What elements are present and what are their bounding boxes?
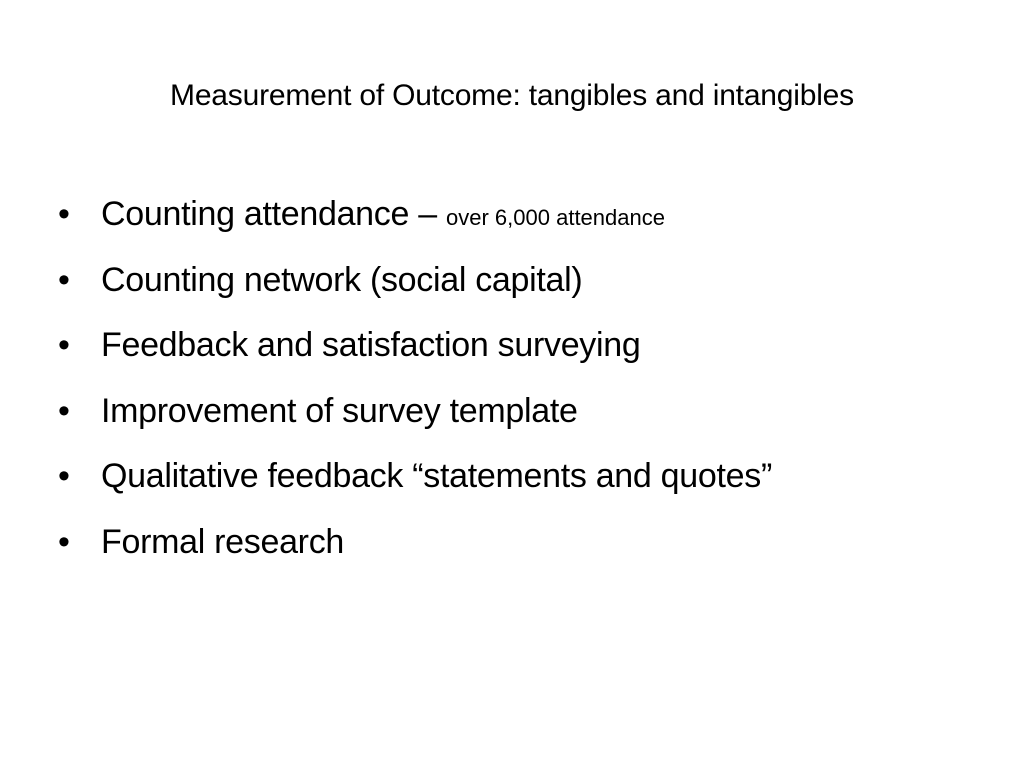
bullet-icon: •	[58, 522, 70, 561]
slide-title: Measurement of Outcome: tangibles and intangibles	[170, 79, 854, 112]
bullet-text	[101, 186, 665, 246]
bullet-icon: •	[58, 391, 70, 430]
bullet-text: Feedback and satisfaction surveying	[101, 326, 641, 364]
bullet-text: Counting network (social capital)	[101, 260, 583, 299]
bullet-sub-text: over 6,000 attendance	[446, 205, 665, 230]
bullet-icon: •	[58, 195, 70, 233]
bullet-text: Improvement of survey template	[101, 391, 578, 430]
bullet-icon: •	[58, 326, 70, 364]
bullet-icon: •	[58, 457, 70, 495]
bullet-icon: •	[58, 260, 70, 299]
bullet-text: Qualitative feedback “statements and quotes”	[101, 457, 772, 495]
bullet-text: Formal research	[101, 522, 345, 561]
bullet-main-text: Counting attendance –	[101, 195, 447, 233]
